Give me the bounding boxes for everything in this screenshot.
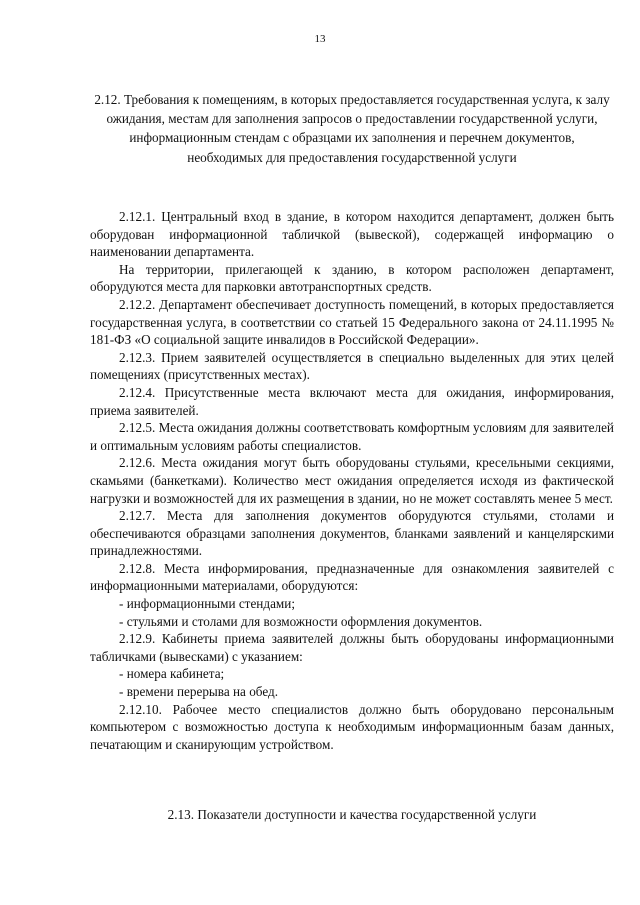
list-item: - времени перерыва на обед. <box>119 684 279 700</box>
list-item: - стульями и столами для возможности оформления документов. <box>119 613 483 629</box>
paragraph-2-12-9: 2.12.9. Кабинеты приема заявителей должны быть оборудованы информационными табличками (вывесками) с указанием: <box>90 631 614 664</box>
section-body-2-12 <box>90 208 614 753</box>
paragraph-2-12-6: 2.12.6. Места ожидания могут быть оборудованы стульями, кресельными секциями, скамьями (банкетками). Количество мест ожидания определяется исходя из фактической нагрузки и возможностей для их размещения в здании, но не может составлять менее 5 мест. <box>90 455 614 506</box>
paragraph-2-12-8: 2.12.8. Места информирования, предназначенные для ознакомления заявителей с информационными материалами, оборудуются: <box>90 560 614 594</box>
page-number: 13 <box>314 33 326 45</box>
paragraph-parking: На территории, прилегающей к зданию, в котором расположен департамент, оборудуются места для парковки автотранспортных средств. <box>90 261 614 295</box>
paragraph-2-12-10: 2.12.10. Рабочее место специалистов должно быть оборудовано персональным компьютером с возможностью доступа к необходимым информационным базам данных, печатающим и сканирующим устройством. <box>90 701 614 752</box>
paragraph-2-12-7: 2.12.7. Места для заполнения документов оборудуются стульями, столами и обеспечиваются образцами заполнения документов, бланками заявлений и канцелярскими принадлежностями. <box>90 508 614 559</box>
paragraph-2-12-3: 2.12.3. Прием заявителей осуществляется в специально выделенных для этих целей помещениях (присутственных местах). <box>90 349 614 383</box>
paragraph-2-12-1: 2.12.1. Центральный вход в здание, в котором находится департамент, должен быть оборудован информационной табличкой (вывеской), содержащей информацию о наименовании департамента. <box>90 209 614 260</box>
list-item: - информационными стендами; <box>119 596 295 612</box>
section-heading-2-13: 2.13. Показатели доступности и качества государственной услуги <box>167 807 537 822</box>
section-heading-2-12: 2.12. Требования к помещениям, в которых предоставляется государственная услуга, к залу ожидания, местам для заполнения запросов о предоставлении государственной услуги, информационным стендам с образцами их заполнения и перечнем документов, необходимых для предоставления государственной услуги <box>94 92 610 165</box>
paragraph-2-12-5: 2.12.5. Места ожидания должны соответствовать комфортным условиям для заявителей и оптимальным условиям работы специалистов. <box>90 420 614 453</box>
paragraph-2-12-2: 2.12.2. Департамент обеспечивает доступность помещений, в которых предоставляется государственная услуга, в соответствии со статьей 15 Федерального закона от 24.11.1995 № 181-ФЗ «О социальной защите инвалидов в Российской Федерации». <box>90 296 614 348</box>
paragraph-2-12-4: 2.12.4. Присутственные места включают места для ожидания, информирования, приема заявителей. <box>90 384 614 418</box>
list-item: - номера кабинета; <box>119 666 225 682</box>
